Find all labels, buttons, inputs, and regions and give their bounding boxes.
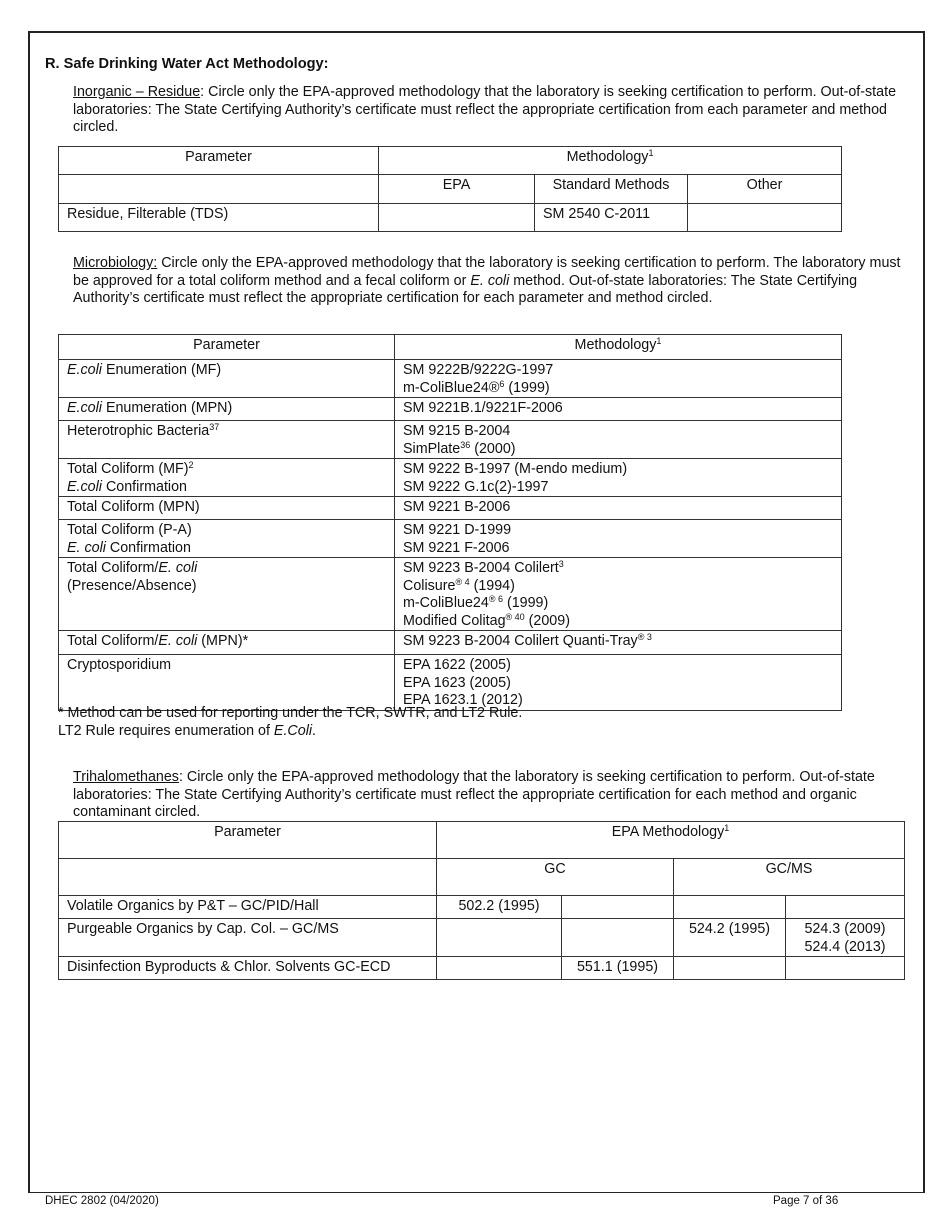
inorganic-table (58, 146, 842, 232)
microbiology-text-end: method. Out-of-state laboratories: The State Certifying Authority’s certificate must reflect the appropriate certification for each parameter and method circled. (73, 272, 858, 306)
inorganic-text: : Circle only the EPA-approved methodology that the laboratory is seeking certification to perform. Out-of-state laboratories: The State Certifying Authority’s certificate must reflect the appropriate certification from each parameter and method circled. (73, 84, 897, 135)
cell-parameter: Total Coliform (P-A) E. coli Confirmation (59, 520, 395, 558)
header-gc: GC (437, 859, 674, 896)
microbiology-lead: Microbiology: (73, 255, 158, 271)
cell-parameter: E.coli Enumeration (MPN) (59, 398, 395, 421)
table-row (59, 896, 905, 919)
table-row (59, 360, 842, 398)
table-row (59, 655, 842, 711)
trihalomethanes-lead: Trihalomethanes (73, 769, 179, 785)
cell-gc-1 (437, 957, 562, 980)
cell-gc-1 (437, 919, 562, 957)
header-other: Other (688, 175, 842, 204)
table-row (59, 421, 842, 459)
header-gcms: GC/MS (674, 859, 905, 896)
cell-parameter: E.coli Enumeration (MF) (59, 360, 395, 398)
cell-methodology: SM 9223 B-2004 Colilert Quanti-Tray$^{® 3}$ (395, 631, 842, 655)
cell-methodology: SM 9215 B-2004 SimPlate$^{36}$ (2000) (395, 421, 842, 459)
table-row (59, 919, 905, 957)
cell-gcms-1: 524.2 (1995) (674, 919, 786, 957)
cell-epa (379, 204, 535, 232)
cell-standard-methods: SM 2540 C-2011 (535, 204, 688, 232)
table-row (59, 520, 842, 558)
header-parameter: Parameter (59, 335, 395, 360)
table-row (59, 204, 842, 232)
footnote-lt2: LT2 Rule requires enumeration of E.Coli. (58, 723, 317, 739)
header-standard-methods: Standard Methods (535, 175, 688, 204)
cell-parameter: Total Coliform/E. coli (MPN)* (59, 631, 395, 655)
header-epa-methodology: EPA Methodology$^1$ (437, 822, 905, 859)
cell-gc-1: 502.2 (1995) (437, 896, 562, 919)
cell-gc-2: 551.1 (1995) (562, 957, 674, 980)
cell-gcms-1 (674, 896, 786, 919)
inorganic-lead: Inorganic – Residue (73, 84, 201, 100)
trihalomethanes-text: : Circle only the EPA-approved methodology that the laboratory is seeking certification to perform. Out-of-state laboratories: The State Certifying Authority’s certificate must reflect the appropriate certification for each method and organic contaminant circled. (73, 769, 875, 820)
trihalomethanes-table (58, 821, 905, 980)
empty-cell (59, 859, 437, 896)
microbiology-text-italic: E. coli (470, 272, 510, 289)
cell-gcms-1 (674, 957, 786, 980)
cell-parameter: Total Coliform (MF)$^2$ E.coli Confirmation (59, 459, 395, 497)
cell-methodology: SM 9221 D-1999 SM 9221 F-2006 (395, 520, 842, 558)
cell-parameter: Total Coliform (MPN) (59, 497, 395, 520)
header-epa: EPA (379, 175, 535, 204)
header-parameter: Parameter (59, 147, 379, 175)
cell-parameter: Residue, Filterable (TDS) (59, 204, 379, 232)
cell-parameter: Heterotrophic Bacteria$^{37}$ (59, 421, 395, 459)
cell-methodology: SM 9221B.1/9221F-2006 (395, 398, 842, 421)
table-row (59, 335, 842, 360)
microbiology-table (58, 334, 842, 711)
cell-methodology: SM 9221 B-2006 (395, 497, 842, 520)
cell-methodology: EPA 1622 (2005) EPA 1623 (2005) EPA 1623.1 (2012) (395, 655, 842, 711)
microbiology-paragraph (73, 255, 905, 308)
trihalomethanes-paragraph (73, 769, 905, 822)
table-row (59, 497, 842, 520)
footnote-tcr: * Method can be used for reporting under the TCR, SWTR, and LT2 Rule. (58, 705, 523, 721)
table-row (59, 398, 842, 421)
cell-gc-2 (562, 896, 674, 919)
footer-page-number: Page 7 of 36 (773, 1195, 839, 1207)
footer-form-number: DHEC 2802 (04/2020) (45, 1195, 159, 1207)
cell-methodology: SM 9223 B-2004 Colilert$^3$ Colisure$^{® 4}$ (1994) $m-ColiBlue24^{® 6}$ (1999) Modified Colitag$^{® 40}$ (2009) (395, 558, 842, 631)
cell-parameter: Purgeable Organics by Cap. Col. – GC/MS (59, 919, 437, 957)
table-row (59, 147, 842, 175)
inorganic-paragraph (73, 84, 903, 137)
cell-gcms-2 (786, 957, 905, 980)
cell-methodology: SM 9222B/9222G-1997 m-ColiBlue24®$^6$ (1999) (395, 360, 842, 398)
microbiology-text: Circle only the EPA-approved methodology that the laboratory is seeking certification to perform. The laboratory must be approved for a total coliform method and a fecal coliform or (73, 255, 901, 289)
cell-parameter: Disinfection Byproducts & Chlor. Solvents GC-ECD (59, 957, 437, 980)
cell-methodology: SM 9222 B-1997 (M-endo medium) SM 9222 G.1c(2)-1997 (395, 459, 842, 497)
table-row (59, 175, 842, 204)
cell-gcms-2: 524.3 (2009) 524.4 (2013) (786, 919, 905, 957)
table-row (59, 631, 842, 655)
table-row (59, 859, 905, 896)
table-row (59, 957, 905, 980)
table-row (59, 822, 905, 859)
section-title: R. Safe Drinking Water Act Methodology: (45, 56, 329, 72)
empty-cell (59, 175, 379, 204)
cell-other (688, 204, 842, 232)
cell-parameter: Total Coliform/E. coli (Presence/Absence) (59, 558, 395, 631)
table-row (59, 459, 842, 497)
cell-gcms-2 (786, 896, 905, 919)
header-methodology: Methodology$^1$ (379, 147, 842, 175)
header-parameter: Parameter (59, 822, 437, 859)
cell-parameter: Cryptosporidium (59, 655, 395, 711)
header-methodology: Methodology$^1$ (395, 335, 842, 360)
table-row (59, 558, 842, 631)
cell-gc-2 (562, 919, 674, 957)
cell-parameter: Volatile Organics by P&T – GC/PID/Hall (59, 896, 437, 919)
